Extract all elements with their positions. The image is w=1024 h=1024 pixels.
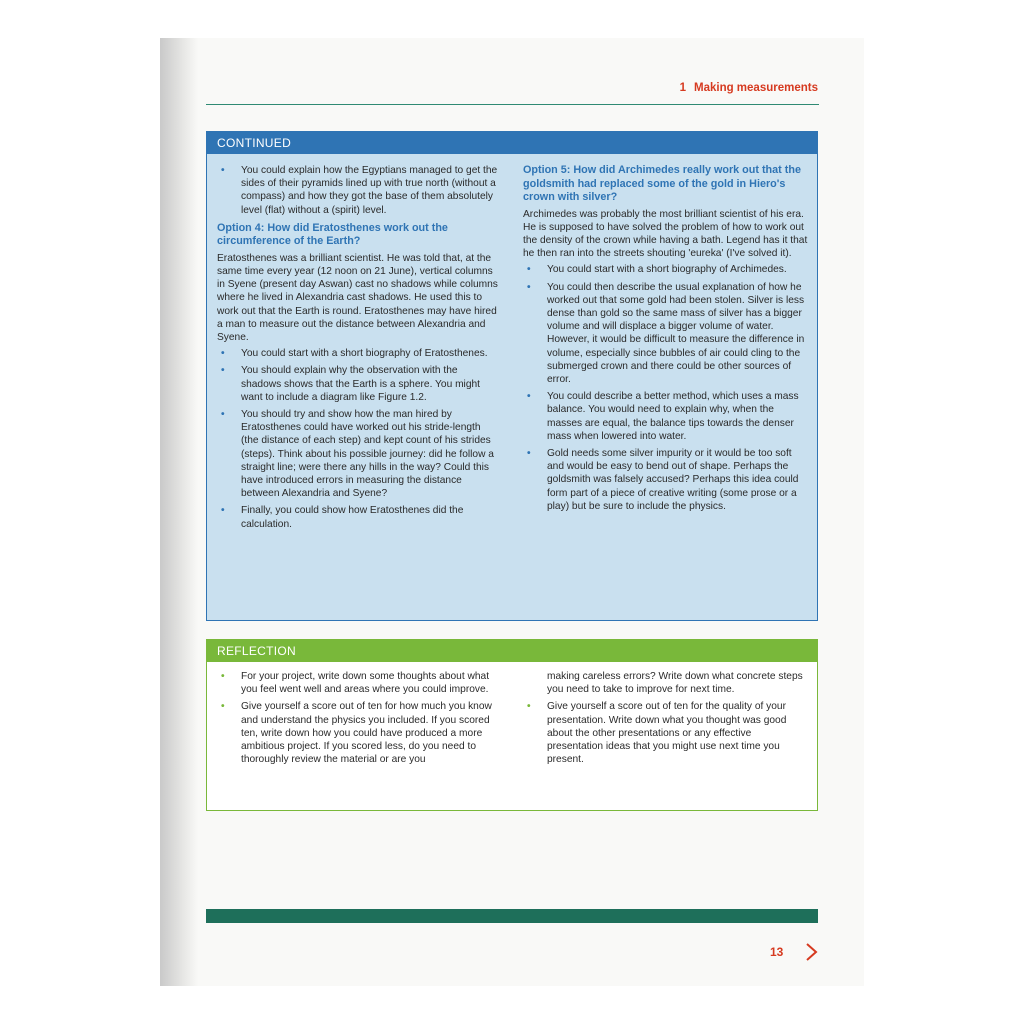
bullet-text: Finally, you could show how Eratosthenes did the calculation. xyxy=(241,505,464,530)
reflection-left-column xyxy=(217,670,500,771)
list-item xyxy=(217,364,500,404)
bullet-text: You could describe a better method, which uses a mass balance. You would need to explain why, when the masses are equal, the balance tips towards the denser mass when lowered into water. xyxy=(547,391,799,442)
bullet-icon: • xyxy=(527,391,531,403)
bullet-icon: • xyxy=(221,671,225,682)
bullet-icon: • xyxy=(527,701,531,713)
bullet-text: You could explain how the Egyptians managed to get the sides of their pyramids lined up with true north (without a compass) and how they got the base of them absolutely level (flat) without a (spirit) level. xyxy=(241,165,498,216)
bullet-text: You should explain why the observation with the shadows shows that the Earth is a sphere. You might want to include a diagram like Figure 1.2. xyxy=(241,365,480,403)
list-item xyxy=(217,700,500,766)
list-item xyxy=(217,504,500,530)
list-item xyxy=(523,447,809,513)
bullet-text: For your project, write down some thoughts about what you feel went well and areas where you could improve. xyxy=(241,671,490,696)
continued-title: CONTINUED xyxy=(207,132,817,154)
list-item xyxy=(217,347,500,360)
list-item xyxy=(217,670,500,696)
option-5-bullets xyxy=(523,263,809,513)
list-item xyxy=(523,390,809,443)
running-head xyxy=(560,82,818,94)
bullet-icon: • xyxy=(221,365,225,377)
bullet-text: You could start with a short biography of Archimedes. xyxy=(547,264,787,276)
option-4-bullets xyxy=(217,347,500,531)
bullet-icon: • xyxy=(221,409,225,421)
option-5-heading: Option 5: How did Archimedes really work out that the goldsmith had replaced some of the gold in Hiero's crown with silver? xyxy=(523,164,801,203)
list-item xyxy=(523,263,809,276)
bullet-text: Give yourself a score out of ten for how much you know and understand the physics you included. If you scored ten, write down how you could have produced a more ambitious project. If you scored less, do you need to thoroughly review the material or are you xyxy=(241,701,492,766)
page-gutter-shadow xyxy=(160,38,198,986)
continued-right-column xyxy=(523,164,809,518)
reflection-right-column xyxy=(523,670,809,771)
bullet-text: You should try and show how the man hired by Eratosthenes could have worked out his stride-length (the distance of each step) and kept count of his strides (steps). Think about his possible journey: did he follow a straight line; were there any hills in the way? Could this have introduced errors in measuring the distance between Alexandria and Syene? xyxy=(241,409,494,500)
bullet-text: You could then describe the usual explanation of how he worked out that some gold had been stolen. Silver is less dense than gold so the same mass of silver has a bigger volume and will displace a bigger volume of water. However, it would be difficult to measure the difference in volume, especially since bubbles of air could cling to the submerged crown and there could be other sources of error. xyxy=(547,281,805,385)
option-4-paragraph: Eratosthenes was a brilliant scientist. He was told that, at the same time every year (12 noon on 21 June), vertical columns in Syene (present day Aswan) cast no shadows while columns where he lived in Alexandria cast shadows. He used this to work out that the Earth is round. Eratosthenes may have hired a man to measure out the distance between Alexandria and Syene. xyxy=(217,252,498,344)
list-item xyxy=(523,281,809,387)
bullet-text: You could start with a short biography of Eratosthenes. xyxy=(241,348,488,360)
reflection-left-bullets xyxy=(217,670,500,766)
continued-box xyxy=(206,131,818,621)
bullet-icon: • xyxy=(527,447,531,459)
chapter-title: Making measurements xyxy=(694,82,818,94)
bullet-icon: • xyxy=(221,701,225,713)
list-item xyxy=(217,408,500,500)
option-5-paragraph: Archimedes was probably the most brilliant scientist of his era. He is supposed to have solved the problem of how to work out the density of the crown while having a bath. Legend has it that he then ran into the streets shouting 'eureka' (I've solved it). xyxy=(523,208,808,260)
bullet-icon: • xyxy=(527,264,531,276)
reflection-right-bullets xyxy=(523,700,809,766)
list-item xyxy=(523,700,809,766)
reflection-continuation: making careless errors? Write down what concrete steps you need to take to improve for next time. xyxy=(547,671,803,696)
page-number: 13 xyxy=(770,945,784,959)
reflection-box xyxy=(206,639,818,811)
option-4-heading: Option 4: How did Eratosthenes work out the circumference of the Earth? xyxy=(217,221,448,248)
bullet-icon: • xyxy=(221,348,225,360)
bullet-icon: • xyxy=(221,505,225,517)
bullet-text: Give yourself a score out of ten for the quality of your presentation. Write down what you thought was good about the other presentations or any effective presentation ideas that you might use next time you present. xyxy=(547,701,787,766)
bullet-icon: • xyxy=(221,165,225,176)
reflection-title: REFLECTION xyxy=(207,640,817,662)
continued-left-column xyxy=(217,164,500,536)
header-rule xyxy=(206,104,819,105)
bullet-text: Gold needs some silver impurity or it would be too soft and would be easy to bend out of shape. Perhaps the goldsmith was falsely accused? Perhaps this idea could form part of a piece of creative writing (some prose or a play) but be sure to include the physics. xyxy=(547,447,799,512)
chevron-right-icon xyxy=(800,941,822,963)
footer-band xyxy=(206,909,818,923)
bullet-icon: • xyxy=(527,281,531,293)
chapter-number: 1 xyxy=(679,82,686,94)
list-item xyxy=(217,164,500,217)
intro-bullet-list xyxy=(217,164,500,217)
